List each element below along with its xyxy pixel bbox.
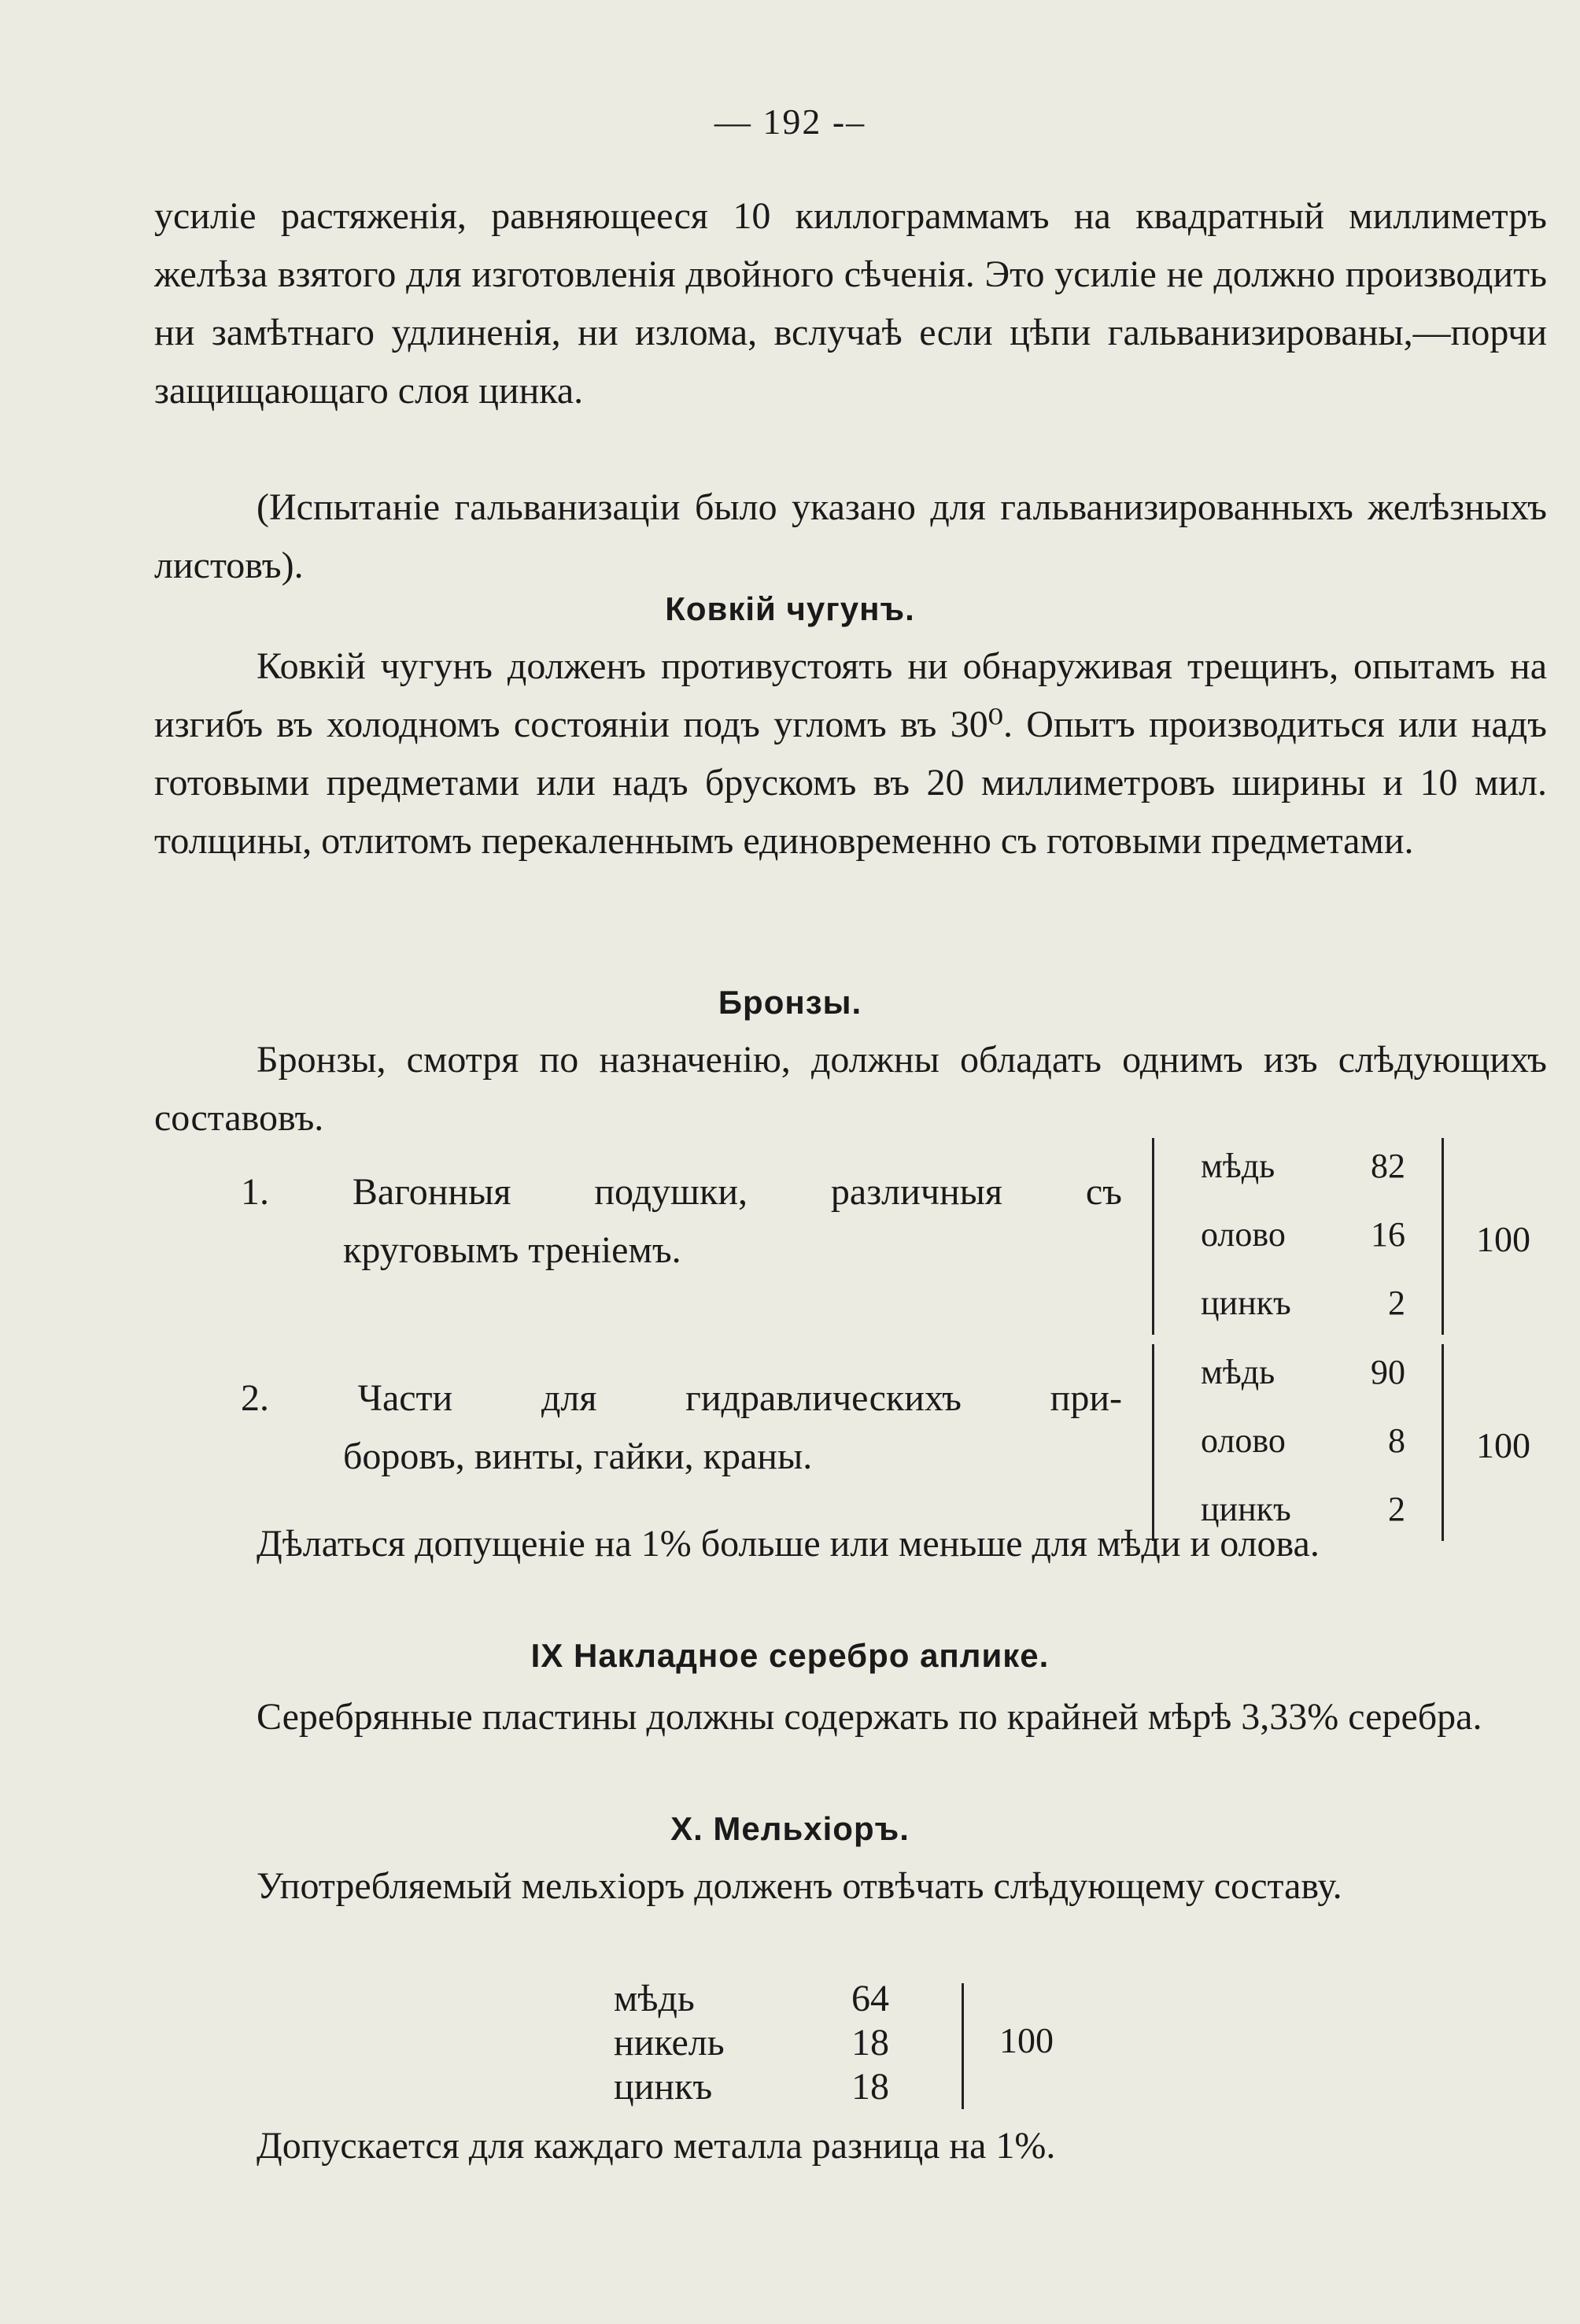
right-brace [1442, 1344, 1444, 1541]
metal-value: 8 [1388, 1421, 1405, 1460]
metal-value: 18 [851, 2066, 889, 2108]
paragraph-text: Ковкій чугунъ долженъ противустоять ни обнаруживая трещинъ, опытамъ на изгибъ въ холодномъ состояніи подъ угломъ въ 30⁰. Опытъ производиться или надъ готовыми предметами или надъ брускомъ въ 20 миллиметровъ ширины и 10 мил. толщины, отлитомъ перекаленнымъ единовременно съ готовыми предметами. [154, 645, 1547, 862]
metal-value: 18 [851, 2022, 889, 2064]
metal-value: 2 [1388, 1490, 1405, 1528]
metal-name: мѣдь [1201, 1147, 1275, 1185]
composition-list [1154, 1338, 1437, 1543]
paragraph-text: (Испытаніе гальванизаціи было указано для гальванизированныхъ желѣзныхъ листовъ). [154, 486, 1547, 586]
composition-row [1154, 1132, 1437, 1200]
metal-value: 82 [1371, 1147, 1405, 1185]
metal-name: мѣдь [1201, 1353, 1275, 1391]
melchior-composition [614, 1977, 976, 2109]
composition-row [614, 2065, 976, 2109]
metal-value: 90 [1371, 1353, 1405, 1391]
bronze-item-description [154, 1163, 1122, 1280]
composition-row [1154, 1200, 1437, 1269]
paragraph-melchior [154, 1857, 1547, 1916]
metal-value: 64 [851, 1978, 889, 2019]
composition-total: 100 [1476, 1219, 1530, 1259]
metal-name: никель [614, 2022, 725, 2064]
paragraph-malleable-iron [154, 637, 1547, 870]
right-brace [962, 1983, 964, 2109]
paragraph-silver-plate [154, 1688, 1547, 1746]
metal-value: 2 [1388, 1284, 1405, 1322]
metal-name: цинкъ [614, 2066, 713, 2108]
metal-name: цинкъ [1201, 1284, 1291, 1322]
composition-list [1154, 1132, 1437, 1337]
bronze-item-line: боровъ, винты, гайки, краны. [343, 1435, 813, 1477]
bronze-item-line: 1. Вагонныя подушки, различныя съ [241, 1171, 1122, 1213]
metal-name: олово [1201, 1215, 1286, 1254]
composition-row [614, 2021, 976, 2065]
paragraph-text: Употребляемый мельхіоръ долженъ отвѣчать слѣдующему составу. [257, 1865, 1342, 1907]
bronze-item-description [154, 1369, 1122, 1486]
bronze-item-line: круговымъ треніемъ. [343, 1229, 681, 1271]
composition-total: 100 [1476, 1425, 1530, 1465]
paragraph-tension [154, 187, 1547, 420]
metal-name: цинкъ [1201, 1490, 1291, 1528]
right-brace [1442, 1138, 1444, 1335]
metal-value: 16 [1371, 1215, 1405, 1254]
heading-bronzes: Бронзы. [718, 984, 862, 1021]
heading-melchior: X. Мельхіоръ. [670, 1810, 910, 1847]
composition-total: 100 [999, 2020, 1054, 2060]
bronze-item-line: 2. Части для гидравлическихъ при- [241, 1377, 1122, 1419]
paragraph-text: усиліе растяженія, равняющееся 10 киллограммамъ на квадратный миллиметръ желѣза взятого для изготовленія двойного сѣченія. Это усиліе не должно производить ни замѣтнаго удлиненія, ни излома, вслучаѣ если цѣпи гальванизированы,—порчи защищающаго слоя цинка. [154, 195, 1547, 412]
metal-name: олово [1201, 1421, 1286, 1460]
composition-row [1154, 1406, 1437, 1475]
paragraph-text: Дѣлаться допущеніе на 1% больше или меньше для мѣди и олова. [257, 1523, 1320, 1565]
paragraph-tolerance [154, 1515, 1547, 1573]
paragraph-bronzes [154, 1031, 1547, 1147]
paragraph-galvanization [154, 478, 1547, 595]
heading-silver-plate: IX Накладное серебро аплике. [530, 1637, 1050, 1674]
heading-malleable-iron: Ковкій чугунъ. [665, 590, 915, 627]
composition-row [614, 1977, 976, 2021]
paragraph-text: Допускается для каждаго металла разница на 1%. [257, 2125, 1056, 2167]
composition-row [1154, 1338, 1437, 1406]
paragraph-difference [154, 2117, 1547, 2175]
metal-name: мѣдь [614, 1978, 695, 2019]
paragraph-text: Серебрянные пластины должны содержать по крайней мѣрѣ 3,33% серебра. [257, 1696, 1482, 1738]
page-number: — 192 -– [714, 102, 866, 142]
composition-row [1154, 1269, 1437, 1337]
bronze-item-1 [154, 1132, 1571, 1344]
paragraph-text: Бронзы, смотря по назначенію, должны обладать однимъ изъ слѣдующихъ составовъ. [154, 1039, 1547, 1139]
